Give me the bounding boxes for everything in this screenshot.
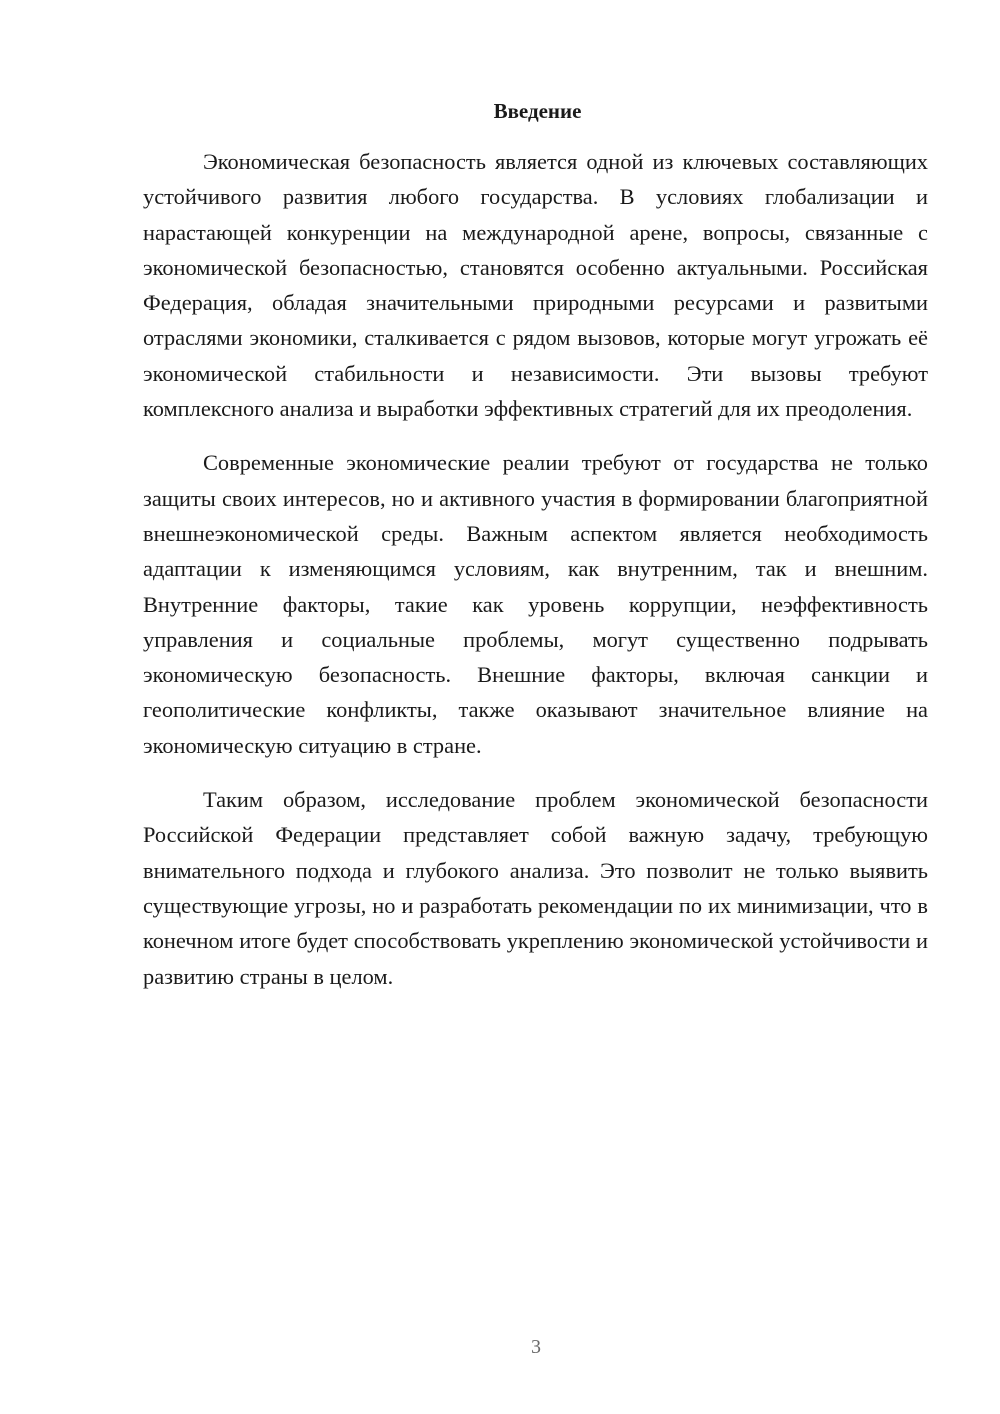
paragraph-3: Таким образом, исследование проблем экономической безопасности Российской Федерации представляет собой важную задачу, требующую внимательного подхода и глубокого анализа. Это позволит не только выявить существующие угрозы, но и разработать рекомендации по их минимизации, что в конечном итоге будет способствовать укреплению экономической устойчивости и развитию страны в целом.	[143, 787, 928, 989]
paragraph-2: Современные экономические реалии требуют от государства не только защиты своих интересов, но и активного участия в формировании благоприятной внешнеэкономической среды. Важным аспектом является необходимость адаптации к изменяющимся условиям, как внутренним, так и внешним. Внутренние факторы, такие как уровень коррупции, неэффективность управления и социальные проблемы, могут существенно подрывать экономическую безопасность. Внешние факторы, включая санкции и геополитические конфликты, также оказывают значительное влияние на экономическую ситуацию в стране.	[143, 450, 928, 758]
section-heading: Введение	[493, 99, 582, 123]
paragraph-1: Экономическая безопасность является одной из ключевых составляющих устойчивого развития любого государства. В условиях глобализации и нарастающей конкуренции на международной арене, вопросы, связанные с экономической безопасностью, становятся особенно актуальными. Российская Федерация, обладая значительными природными ресурсами и развитыми отраслями экономики, сталкивается с рядом вызовов, которые могут угрожать её экономической стабильности и независимости. Эти вызовы требуют комплексного анализа и выработки эффективных стратегий для их преодоления.	[143, 149, 928, 422]
page-number: 3	[531, 1336, 541, 1358]
page-content	[143, 95, 928, 1013]
